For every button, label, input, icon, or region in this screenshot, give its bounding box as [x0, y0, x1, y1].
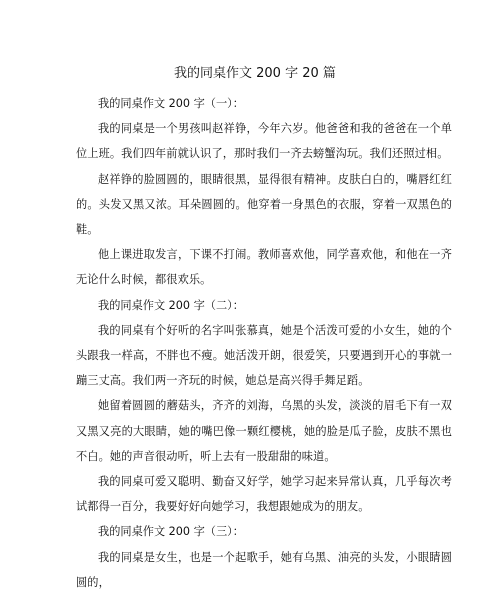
- paragraph: 赵祥铮的脸圆圆的，眼睛很黑，显得很有精神。皮肤白白的，嘴唇红红的。头发又黑又浓。耳朵圆圆的。他穿着一身黑色的衣服，穿着一双黑色的鞋。: [76, 172, 452, 237]
- paragraph: 我的同桌可爱又聪明、勤奋又好学，她学习起来异常认真，几乎每次考试都得一百分，我要好好向她学习，我想跟她成为的朋友。: [76, 475, 452, 514]
- paragraph: 我的同桌是一个男孩叫赵祥铮，今年六岁。他爸爸和我的爸爸在一个单位上班。我们四年前就认识了，那时我们一齐去螃蟹沟玩。我们还照过相。: [76, 122, 452, 161]
- paragraph: 我的同桌是女生，也是一个起歌手，她有乌黑、油亮的头发，小眼睛圆圆的，: [76, 550, 452, 589]
- paragraph: 她留着圆圆的蘑菇头，齐齐的刘海，乌黑的头发，淡淡的眉毛下有一双又黑又亮的大眼睛，她的嘴巴像一颗红樱桃，她的脸是瓜子脸，皮肤不黑也不白。她的声音很动听，听上去有一股甜甜的味道。: [76, 399, 452, 463]
- paragraph: 我的同桌有个好听的名字叫张慕真，她是个活泼可爱的小女生，她的个头跟我一样高，不胖也不瘦。她活泼开朗，很爱笑，只要遇到开心的事就一蹦三丈高。我们两一齐玩的时候，她总是高兴得手舞足蹈。: [76, 323, 452, 388]
- section-heading-1: 我的同桌作文 200 字（一）：: [98, 97, 244, 110]
- section-heading-3: 我的同桌作文 200 字（三）：: [98, 525, 244, 539]
- document-title: 我的同桌作文 200 字 20 篇: [174, 66, 336, 81]
- section-heading-2: 我的同桌作文 200 字（二）：: [98, 298, 244, 312]
- paragraph: 他上课进取发言，下课不打闹。教师喜欢他，同学喜欢他，和他在一齐无论什么时候，都很欢乐。: [76, 248, 452, 287]
